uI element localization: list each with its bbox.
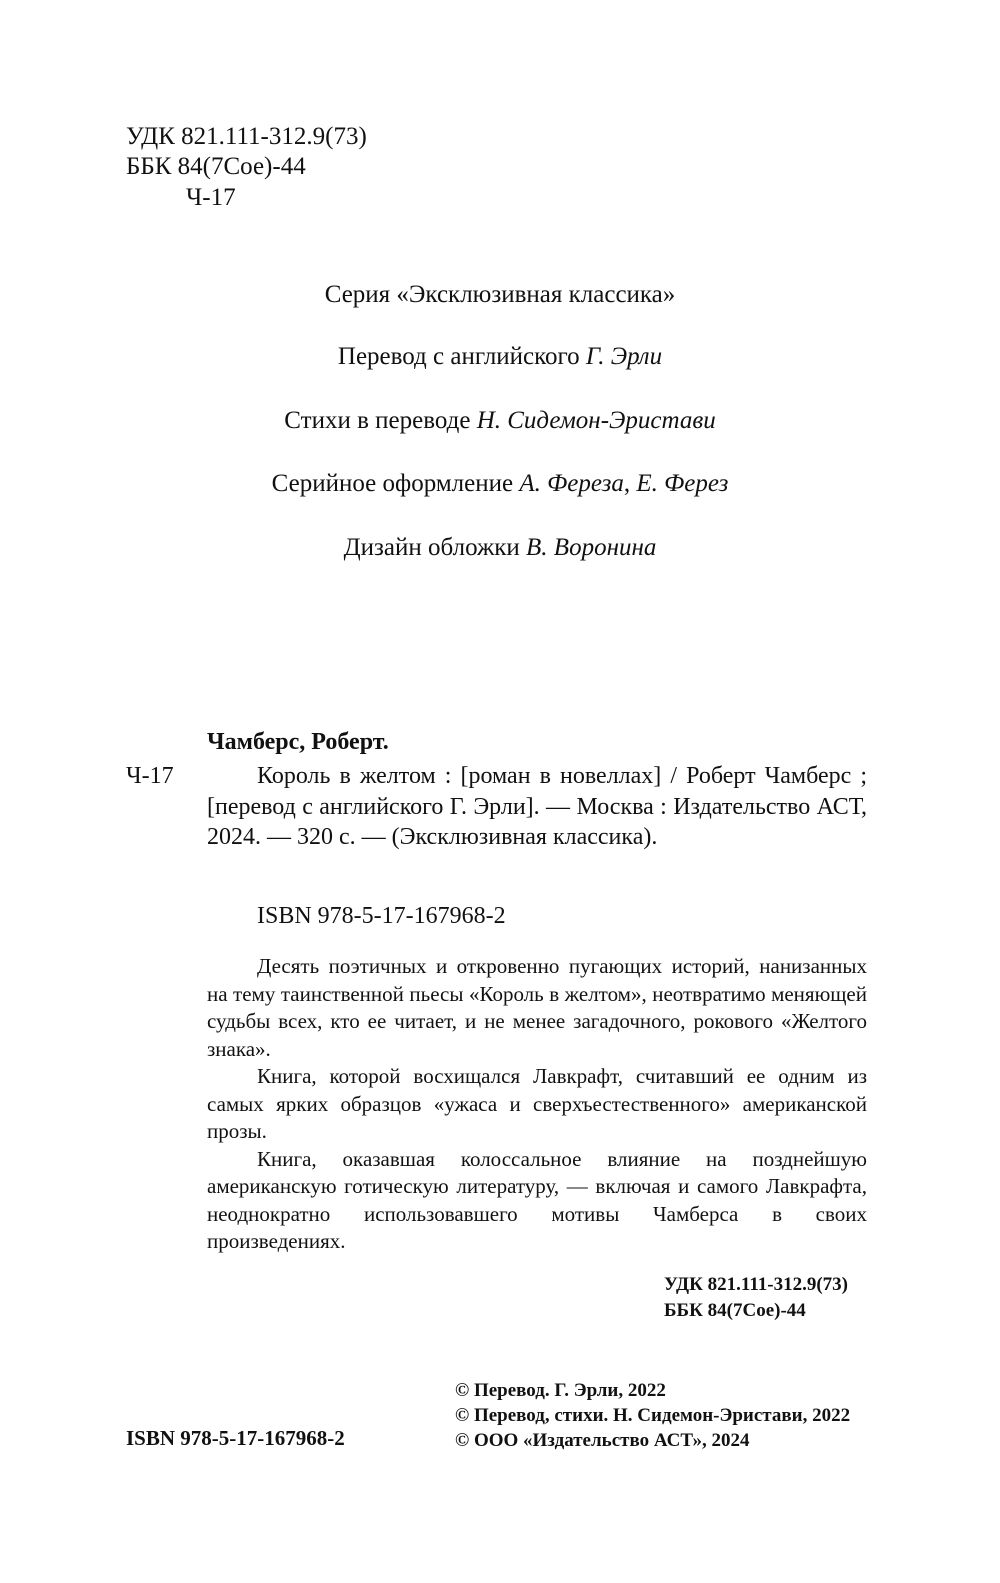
- catalog-author-mark: Ч-17: [126, 763, 174, 789]
- series-design-label: Серийное оформление: [271, 470, 514, 497]
- designer-name-2: Е. Ферез: [636, 470, 729, 497]
- copyright-line: © Перевод. Г. Эрли, 2022: [455, 1380, 666, 1401]
- cover-design-label: Дизайн обложки: [343, 534, 520, 561]
- poems-line: [0, 406, 1000, 436]
- bottom-udk-code: УДК 821.111-312.9(73): [664, 1274, 849, 1295]
- poems-label: Стихи в переводе: [284, 407, 471, 434]
- catalog-author-heading: Чамберс, Роберт.: [207, 729, 389, 755]
- annotation-paragraph: Книга, которой восхищался Лавкрафт, считавший ее одним из самых ярких образцов «ужаса и сверхъестественного» американской прозы.: [207, 1064, 867, 1143]
- copyright-line: © Перевод, стихи. Н. Сидемон-Эристави, 2022: [455, 1405, 851, 1426]
- designer-separator: ,: [623, 470, 631, 497]
- footer-isbn: ISBN 978-5-17-167968-2: [126, 1426, 345, 1450]
- designer-name-1: А. Фереза: [519, 470, 624, 497]
- catalog-isbn: ISBN 978-5-17-167968-2: [257, 903, 506, 929]
- udk-code: УДК 821.111-312.9(73): [126, 123, 367, 150]
- series-design-line: [0, 469, 1000, 499]
- annotation-paragraph: Десять поэтичных и откровенно пугающих историй, нанизанных на тему таинственной пьесы «Король в желтом», неотвратимо меняющей судьбы всех, кто ее читает, и не менее загадочного, рокового «Желтого знака».: [207, 954, 867, 1061]
- translator-name: Г. Эрли: [585, 343, 663, 370]
- bbk-code: ББК 84(7Сое)-44: [126, 153, 306, 180]
- cover-designer-name: В. Воронина: [526, 534, 657, 561]
- copyright-line: © ООО «Издательство АСТ», 2024: [455, 1430, 750, 1451]
- translation-label: Перевод с английского: [337, 343, 580, 370]
- poems-translator-name: Н. Сидемон-Эристави: [476, 407, 716, 434]
- cover-design-line: [0, 533, 1000, 563]
- translation-line: [0, 342, 1000, 372]
- annotation: [207, 953, 867, 1256]
- annotation-paragraph: Книга, оказавшая колоссальное влияние на позднейшую американскую готическую литературу, — включая и самого Лавкрафта, неоднократно использовавшего мотивы Чамберса в своих произведениях.: [207, 1146, 867, 1253]
- bottom-bbk-code: ББК 84(7Сое)-44: [664, 1300, 806, 1321]
- catalog-description: Король в желтом : [роман в новеллах] / Роберт Чамберс ; [перевод с английского Г. Эрли]. — Москва : Издательство АСТ, 2024. — 320 с. — (Эксклюзивная классика).: [207, 763, 867, 850]
- series-line: Серия «Эксклюзивная классика»: [324, 281, 676, 308]
- author-mark: Ч-17: [186, 184, 236, 211]
